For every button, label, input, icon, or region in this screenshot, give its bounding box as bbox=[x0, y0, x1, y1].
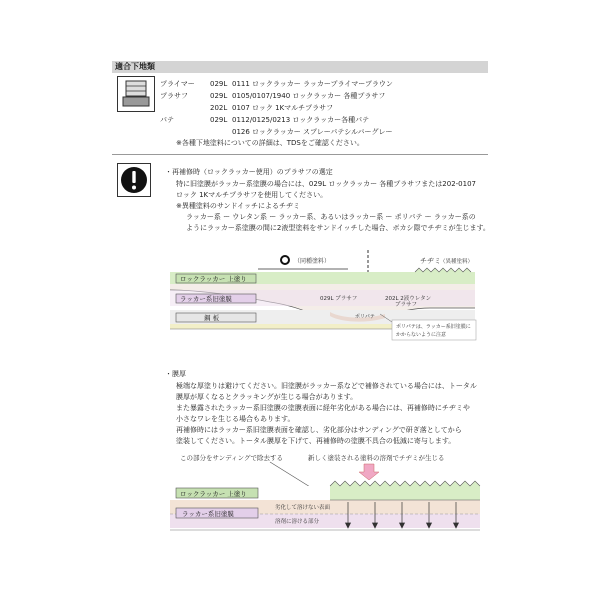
layer2-top-label: ロックラッカー 上塗り bbox=[180, 490, 247, 498]
label-029l: 029L プラサフ bbox=[320, 296, 358, 302]
divider bbox=[112, 154, 488, 155]
substrate-icon bbox=[117, 76, 155, 112]
repair-line: ようにラッカー系塗膜の間に2液型塗料をサンドイッチした場合、ボカシ際でチヂミが生じます。 bbox=[186, 224, 490, 232]
label-202l: 202L 2液ウレタン bbox=[385, 296, 432, 302]
label-dissolve: 溶剤に溶ける部分 bbox=[275, 519, 320, 525]
film-line: また暴露されたラッカー系旧塗膜の塗膜表面に経年劣化がある場合には、再補修時にチヂミや bbox=[176, 404, 470, 412]
row-product: 0105/0107/1940 ロックラッカー 各種プラサフ bbox=[232, 92, 386, 100]
row-code: 029L bbox=[210, 80, 228, 88]
repair-line: ※異種塗料のサンドイッチによるチヂミ bbox=[176, 202, 301, 210]
row-category: プライマー bbox=[160, 80, 195, 88]
primer-note: ※各種下地塗料についての詳細は、TDSをご確認ください。 bbox=[176, 139, 364, 147]
film-line: 再補修時にはラッカー系旧塗膜表面を確認し、劣化部分はサンディングで研ぎ落としてから bbox=[176, 426, 462, 434]
label-putty: ポリパテ bbox=[355, 314, 375, 320]
diagram-layers-2 bbox=[170, 450, 490, 540]
label-degraded: 劣化して溶けない表面 bbox=[275, 505, 331, 511]
repair-line: ロック 1Kマルチプラサフを使用してください。 bbox=[176, 191, 328, 199]
layer-bottom-label: 鋼 板 bbox=[204, 314, 220, 322]
callout-line-2: かからないように注意 bbox=[396, 332, 447, 338]
row-code: 029L bbox=[210, 116, 228, 124]
film-title: ・膜厚 bbox=[165, 370, 186, 378]
layer2-mid-label: ラッカー系旧塗膜 bbox=[182, 510, 234, 518]
label-sand: この部分をサンディングで除去する bbox=[180, 454, 284, 462]
row-code: 202L bbox=[210, 104, 228, 112]
label-new: 新しく塗装される塗料の溶剤でチヂミが生じる bbox=[308, 454, 445, 462]
row-product: 0126 ロックラッカー スプレーパテシルバーグレー bbox=[232, 128, 393, 136]
row-code: 029L bbox=[210, 92, 228, 100]
row-category: プラサフ bbox=[160, 92, 188, 100]
circle-mark bbox=[281, 256, 289, 264]
section-title: 適合下地類 bbox=[112, 61, 488, 73]
callout-line-1: ポリパテは、ラッカー系旧塗膜に bbox=[396, 324, 471, 330]
layer-mid-label: ラッカー系旧塗膜 bbox=[180, 295, 232, 303]
row-category: パテ bbox=[160, 116, 174, 124]
layer-top-label: ロックラッカー 上塗り bbox=[180, 275, 247, 283]
film-line: 膜厚が厚くなるとクラッキングが生じる場合があります。 bbox=[176, 393, 358, 401]
film-line: 極端な厚塗りは避けてください。旧塗膜がラッカー系などで補修されている場合には、トータル bbox=[176, 382, 477, 390]
label-202l-sub: プラサフ bbox=[395, 302, 418, 308]
circle-label: （同種塗料） bbox=[294, 258, 331, 265]
repair-line: 特に旧塗膜がラッカー系塗膜の場合には、029L ロックラッカー 各種プラサフまたは202-0107 bbox=[176, 180, 476, 188]
film-line: 塗装してください。トータル膜厚を下げて、再補修時の塗膜不具合の低減に寄与します。 bbox=[176, 437, 456, 445]
row-product: 0112/0125/0213 ロックラッカー各種パテ bbox=[232, 116, 370, 124]
film-line: 小さなワレを生じる場合もあります。 bbox=[176, 415, 295, 423]
wrinkle-sub: （異種塗料） bbox=[440, 259, 474, 265]
diagram-layers-1 bbox=[170, 250, 490, 350]
wrinkle-label: チヂミ bbox=[420, 257, 441, 265]
row-product: 0107 ロック 1Kマルチプラサフ bbox=[232, 104, 334, 112]
row-product: 0111 ロックラッカー ラッカープライマーブラウン bbox=[232, 80, 393, 88]
warning-icon bbox=[117, 163, 151, 197]
repair-line: ラッカー系 ー ウレタン系 ー ラッカー系、あるいはラッカー系 ー ポリパテ ー ラッカー系の bbox=[186, 213, 476, 221]
repair-title: ・再補修時（ロックラッカー使用）のプラサフの選定 bbox=[165, 168, 333, 176]
